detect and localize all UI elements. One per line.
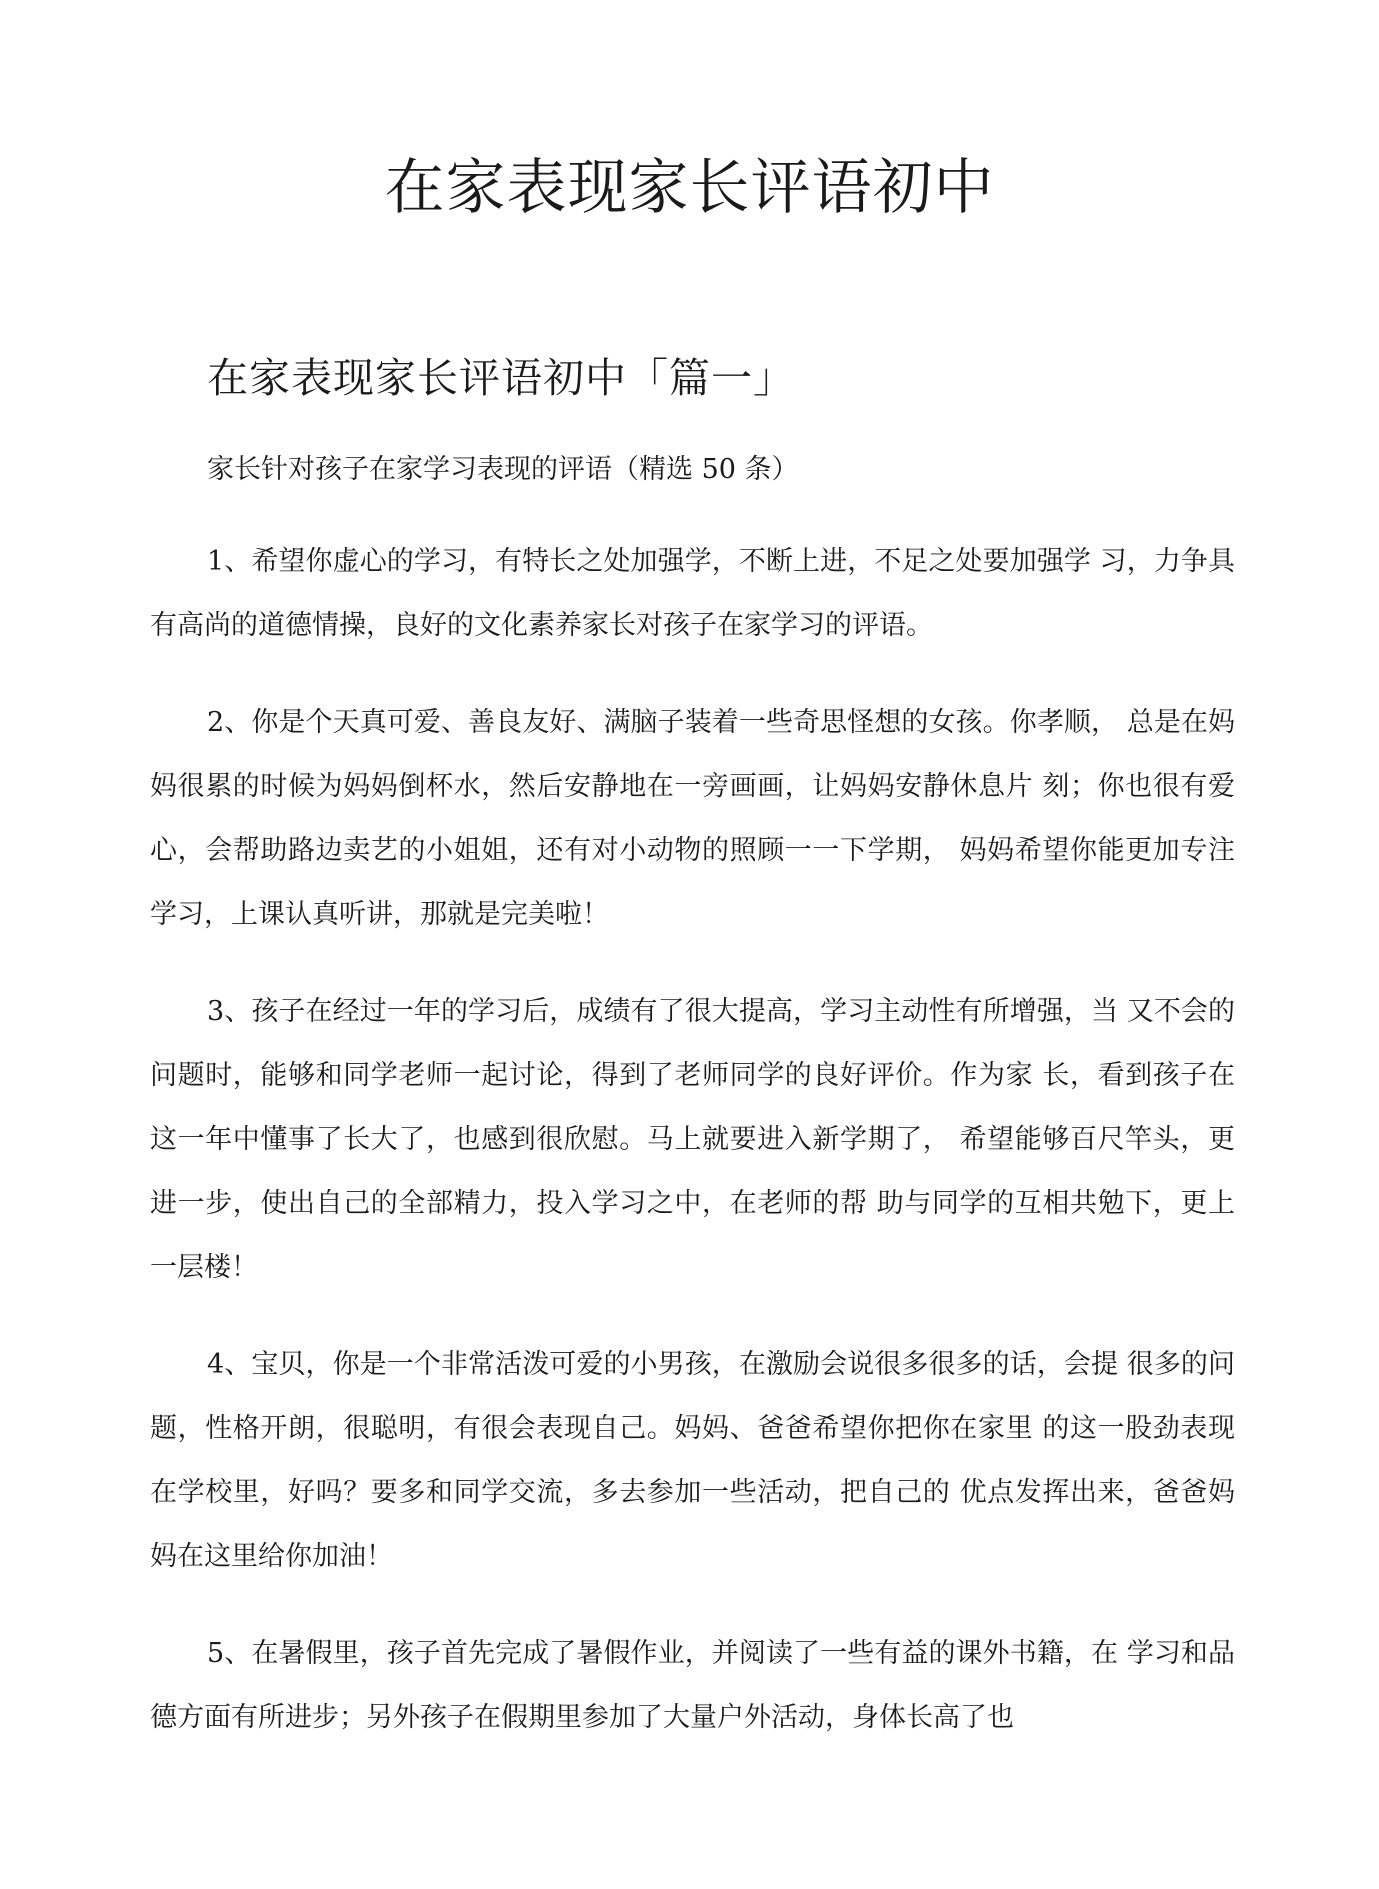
paragraph-1: 1、希望你虚心的学习，有特长之处加强学，不断上进，不足之处要加强学 习，力争具有高尚的道德情操，良好的文化素养家长对孩子在家学习的评语。 <box>150 546 1235 641</box>
paragraph-3: 3、孩子在经过一年的学习后，成绩有了很大提高，学习主动性有所增强，当 又不会的问题时，能够和同学老师一起讨论，得到了老师同学的良好评价。作为家 长，看到孩子在这一年中懂事了长大了，也感到很欣慰。马上就要进入新学期了， 希望能够百尺竿头，更进一步，使出自己的全部精力，投入学习之中，在老师的帮 助与同学的互相共勉下，更上一层楼！ <box>150 996 1235 1283</box>
paragraph-5: 5、在暑假里，孩子首先完成了暑假作业，并阅读了一些有益的课外书籍，在 学习和品德方面有所进步；另外孩子在假期里参加了大量户外活动，身体长高了也 <box>150 1638 1235 1733</box>
section-heading: 在家表现家长评语初中「篇一」 <box>207 354 795 402</box>
paragraph-4: 4、宝贝，你是一个非常活泼可爱的小男孩，在激励会说很多很多的话，会提 很多的问题，性格开朗，很聪明，有很会表现自己。妈妈、爸爸希望你把你在家里 的这一股劲表现在学校里，好吗？要多和同学交流，多去参加一些活动，把自己的 优点发挥出来，爸爸妈妈在这里给你加油！ <box>150 1349 1235 1572</box>
document-body <box>150 438 1235 1783</box>
intro-paragraph: 家长针对孩子在家学习表现的评语（精选 50 条） <box>207 454 799 485</box>
document-title: 在家表现家长评语初中 <box>384 153 995 223</box>
paragraph-2: 2、你是个天真可爱、善良友好、满脑子装着一些奇思怪想的女孩。你孝顺， 总是在妈妈很累的时候为妈妈倒杯水，然后安静地在一旁画画，让妈妈安静休息片 刻；你也很有爱心，会帮助路边卖艺的小姐姐，还有对小动物的照顾一一下学期， 妈妈希望你能更加专注学习，上课认真听讲，那就是完美啦！ <box>150 707 1235 930</box>
